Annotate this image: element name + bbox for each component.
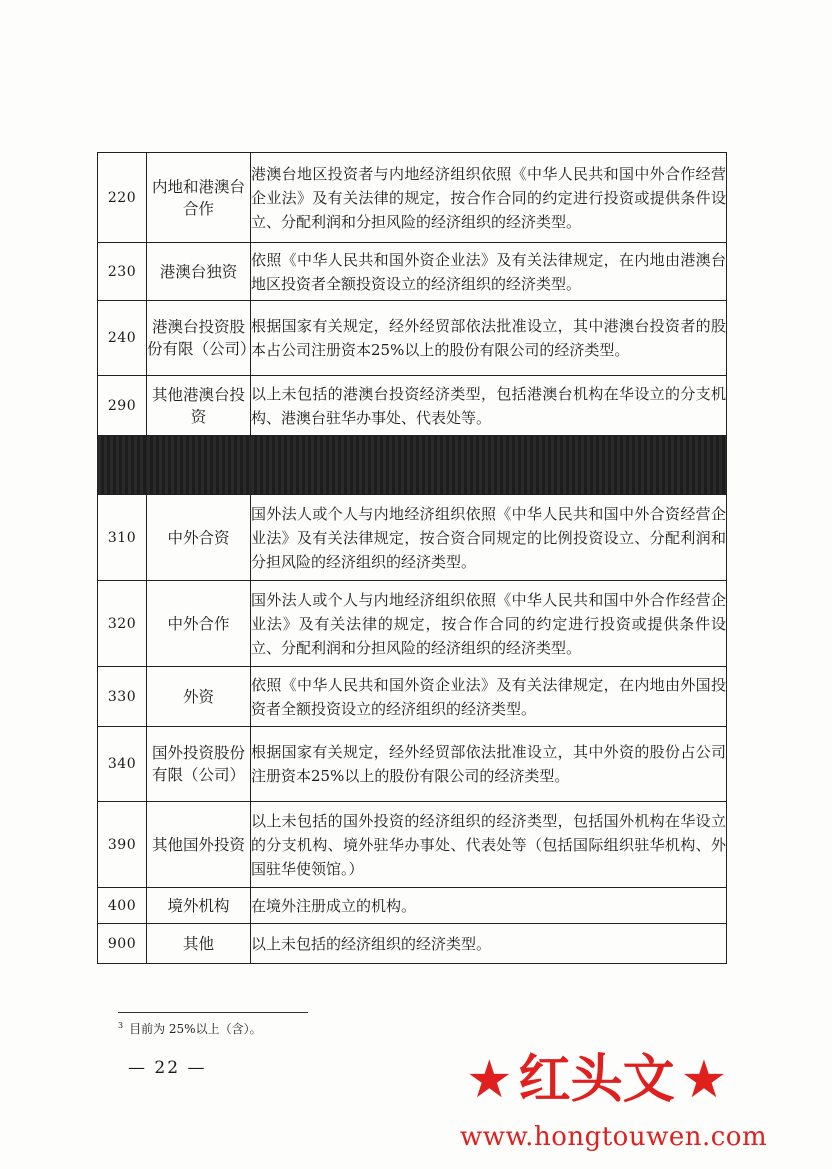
redacted-cell xyxy=(147,436,251,495)
type-description: 根据国家有关规定，经外经贸部依法批准设立，其中外资的股份占公司注册资本25%以上的股份有限公司的经济类型。 xyxy=(251,727,727,802)
type-code: 330 xyxy=(98,667,147,727)
type-name: 港澳台投资股份有限（公司） xyxy=(147,301,251,376)
table-row xyxy=(98,727,727,802)
type-description: 港澳台地区投资者与内地经济组织依照《中华人民共和国中外合作经营企业法》及有关法律的规定，按合作合同的约定进行投资或提供条件设立、分配利润和分担风险的经济组织的经济类型。 xyxy=(251,153,727,243)
type-name: 中外合作 xyxy=(147,581,251,667)
footnote-text: 目前为 25%以上（含）。 xyxy=(129,1022,262,1036)
type-name: 内地和港澳台合作 xyxy=(147,153,251,243)
type-description: 国外法人或个人与内地经济组织依照《中华人民共和国中外合资经营企业法》及有关法律规定，按合资合同规定的比例投资设立、分配利润和分担风险的经济组织的经济类型。 xyxy=(251,495,727,581)
type-description: 以上未包括的国外投资的经济组织的经济类型，包括国外机构在华设立的分支机构、境外驻华办事处、代表处等（包括国际组织驻华机构、外国驻华使领馆。） xyxy=(251,802,727,888)
type-description: 依照《中华人民共和国外资企业法》及有关法律规定，在内地由港澳台地区投资者全额投资设立的经济组织的经济类型。 xyxy=(251,243,727,301)
page-number: — 22 — xyxy=(128,1058,207,1078)
table-row xyxy=(98,667,727,727)
type-name: 其他 xyxy=(147,924,251,964)
type-code: 400 xyxy=(98,888,147,924)
type-name: 外资 xyxy=(147,667,251,727)
type-name: 国外投资股份有限（公司） xyxy=(147,727,251,802)
type-code: 220 xyxy=(98,153,147,243)
watermark-title xyxy=(460,1048,820,1112)
table-row xyxy=(98,153,727,243)
table-row xyxy=(98,802,727,888)
redacted-cell xyxy=(98,436,147,495)
type-description: 以上未包括的经济组织的经济类型。 xyxy=(251,924,727,964)
type-name: 境外机构 xyxy=(147,888,251,924)
economic-type-table xyxy=(97,152,727,964)
type-code: 310 xyxy=(98,495,147,581)
redacted-cell xyxy=(251,436,727,495)
type-code: 230 xyxy=(98,243,147,301)
table-row xyxy=(98,243,727,301)
type-description: 以上未包括的港澳台投资经济类型，包括港澳台机构在华设立的分支机构、港澳台驻华办事处、代表处等。 xyxy=(251,376,727,436)
watermark-logo xyxy=(460,1048,820,1158)
type-description: 根据国家有关规定，经外经贸部依法批准设立，其中港澳台投资者的股本占公司注册资本25%以上的股份有限公司的经济类型。 xyxy=(251,301,727,376)
table-row xyxy=(98,581,727,667)
type-code: 390 xyxy=(98,802,147,888)
footnote-mark: 3 xyxy=(118,1021,124,1030)
table-row xyxy=(98,495,727,581)
type-code: 340 xyxy=(98,727,147,802)
watermark-title-text: 红头文 xyxy=(518,1050,675,1110)
type-code: 320 xyxy=(98,581,147,667)
star-icon: ★ xyxy=(680,1050,728,1110)
type-code: 240 xyxy=(98,301,147,376)
star-icon: ★ xyxy=(466,1050,513,1110)
type-name: 其他港澳台投资 xyxy=(147,376,251,436)
type-description: 依照《中华人民共和国外资企业法》及有关法律规定，在内地由外国投资者全额投资设立的经济组织的经济类型。 xyxy=(251,667,727,727)
type-name: 中外合资 xyxy=(147,495,251,581)
type-description: 国外法人或个人与内地经济组织依照《中华人民共和国中外合作经营企业法》及有关法律的规定，按合作合同的约定进行投资或提供条件设立、分配利润和分担风险的经济组织的经济类型。 xyxy=(251,581,727,667)
footnote-divider xyxy=(118,1012,308,1013)
type-code: 290 xyxy=(98,376,147,436)
table-row xyxy=(98,924,727,964)
table-row xyxy=(98,888,727,924)
type-code: 900 xyxy=(98,924,147,964)
type-name: 港澳台独资 xyxy=(147,243,251,301)
table-row xyxy=(98,376,727,436)
table-row xyxy=(98,301,727,376)
type-description: 在境外注册成立的机构。 xyxy=(251,888,727,924)
footnote xyxy=(118,1020,262,1037)
watermark-url: www.hongtouwen.com xyxy=(460,1122,768,1152)
redacted-row xyxy=(98,436,727,495)
type-name: 其他国外投资 xyxy=(147,802,251,888)
